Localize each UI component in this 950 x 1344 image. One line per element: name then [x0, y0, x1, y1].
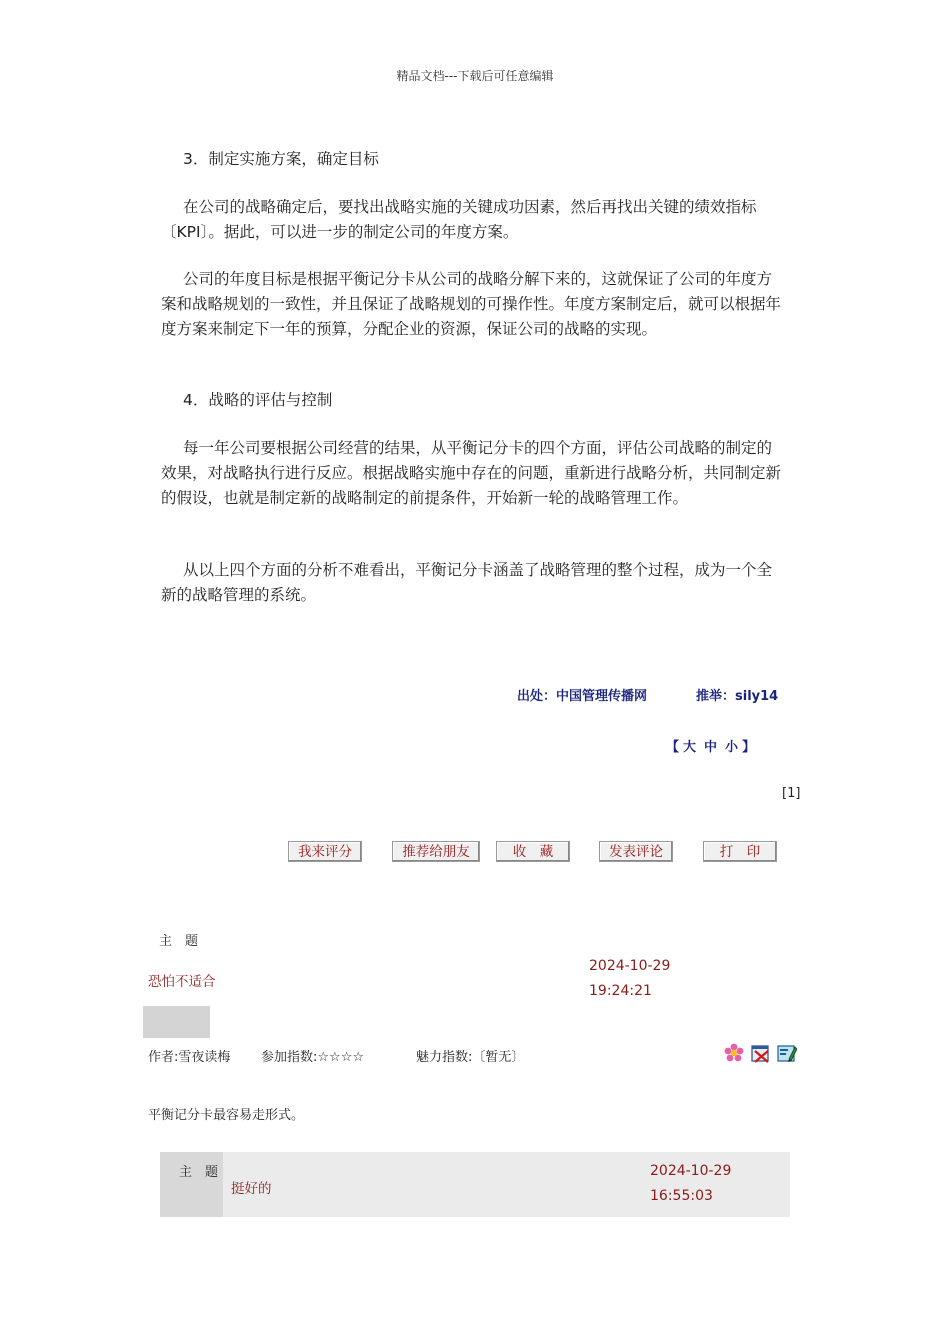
section-4-paragraph-1: 每一年公司要根据公司经营的结果，从平衡记分卡的四个方面，评估公司战略的制定的效果，对战略执行进行反应。根据战略实施中存在的问题，重新进行战略分析，共同制定新的假设，也就是制定新的战略制定的前提条件，开始新一轮的战略管理工作。 [161, 439, 782, 507]
avatar-placeholder [143, 1006, 210, 1038]
reply-2-title[interactable]: 挺好的 [231, 1181, 272, 1197]
reply-2-date: 2024-10-29 [650, 1163, 732, 1179]
section-4-heading: 4．战略的评估与控制 [183, 391, 333, 409]
font-size-medium-link[interactable]: 中 [704, 740, 718, 755]
delete-icon[interactable] [751, 1043, 769, 1061]
edit-icon[interactable] [777, 1043, 795, 1061]
reply-1-body: 平衡记分卡最容易走形式。 [148, 1108, 305, 1123]
source-origin-link[interactable]: 出处：中国管理传播网 [517, 689, 648, 704]
reply-1-title[interactable]: 恐怕不适合 [148, 974, 216, 990]
font-size-large-link[interactable]: 大 [683, 740, 697, 755]
reply-1-date: 2024-10-29 [589, 958, 671, 974]
print-button[interactable]: 打 印 [703, 841, 777, 862]
rate-button[interactable]: 我来评分 [288, 841, 362, 862]
page-indicator[interactable]: [1] [782, 786, 801, 801]
reply-2-box [160, 1152, 790, 1217]
comment-button[interactable]: 发表评论 [599, 841, 673, 862]
section-3-heading: 3．制定实施方案，确定目标 [183, 150, 379, 168]
conclusion-paragraph: 从以上四个方面的分析不难看出，平衡记分卡涵盖了战略管理的整个过程，成为一个全新的战略管理的系统。 [161, 561, 773, 604]
section-3-paragraph-1: 在公司的战略确定后，要找出战略实施的关键成功因素，然后再找出关键的绩效指标〔KPI〕。据此，可以进一步的制定公司的年度方案。 [161, 198, 757, 241]
font-size-switcher [666, 736, 755, 755]
bracket-close: 】 [742, 740, 756, 755]
reply-2-time: 16:55:03 [650, 1188, 713, 1204]
reply-1-time: 19:24:21 [589, 983, 652, 999]
source-recommender-link[interactable]: 推举：sily14 [696, 689, 779, 704]
reply-1-author: 作者:雪夜读梅 [148, 1050, 231, 1065]
recommend-button[interactable]: 推荐给朋友 [392, 841, 480, 862]
reply-1-topic-label: 主 题 [159, 934, 199, 949]
bracket-open: 【 [666, 740, 680, 755]
reply-1-action-icons [724, 1043, 800, 1063]
favorite-button[interactable]: 收 藏 [496, 841, 570, 862]
font-size-small-link[interactable]: 小 [725, 740, 739, 755]
flower-icon[interactable] [724, 1043, 742, 1061]
section-3-paragraph-2: 公司的年度目标是根据平衡记分卡从公司的战略分解下来的，这就保证了公司的年度方案和战略规划的一致性，并且保证了战略规划的可操作性。年度方案制定后，就可以根据年度方案来制定下一年的预算，分配企业的资源，保证公司的战略的实现。 [161, 270, 782, 338]
document-header-note: 精品文档---下载后可任意编辑 [396, 69, 554, 83]
reply-1-participation: 参加指数:☆☆☆☆ [261, 1050, 364, 1065]
reply-2-topic-label: 主 题 [179, 1165, 219, 1180]
reply-1-charm: 魅力指数:〔暂无〕 [416, 1050, 525, 1065]
